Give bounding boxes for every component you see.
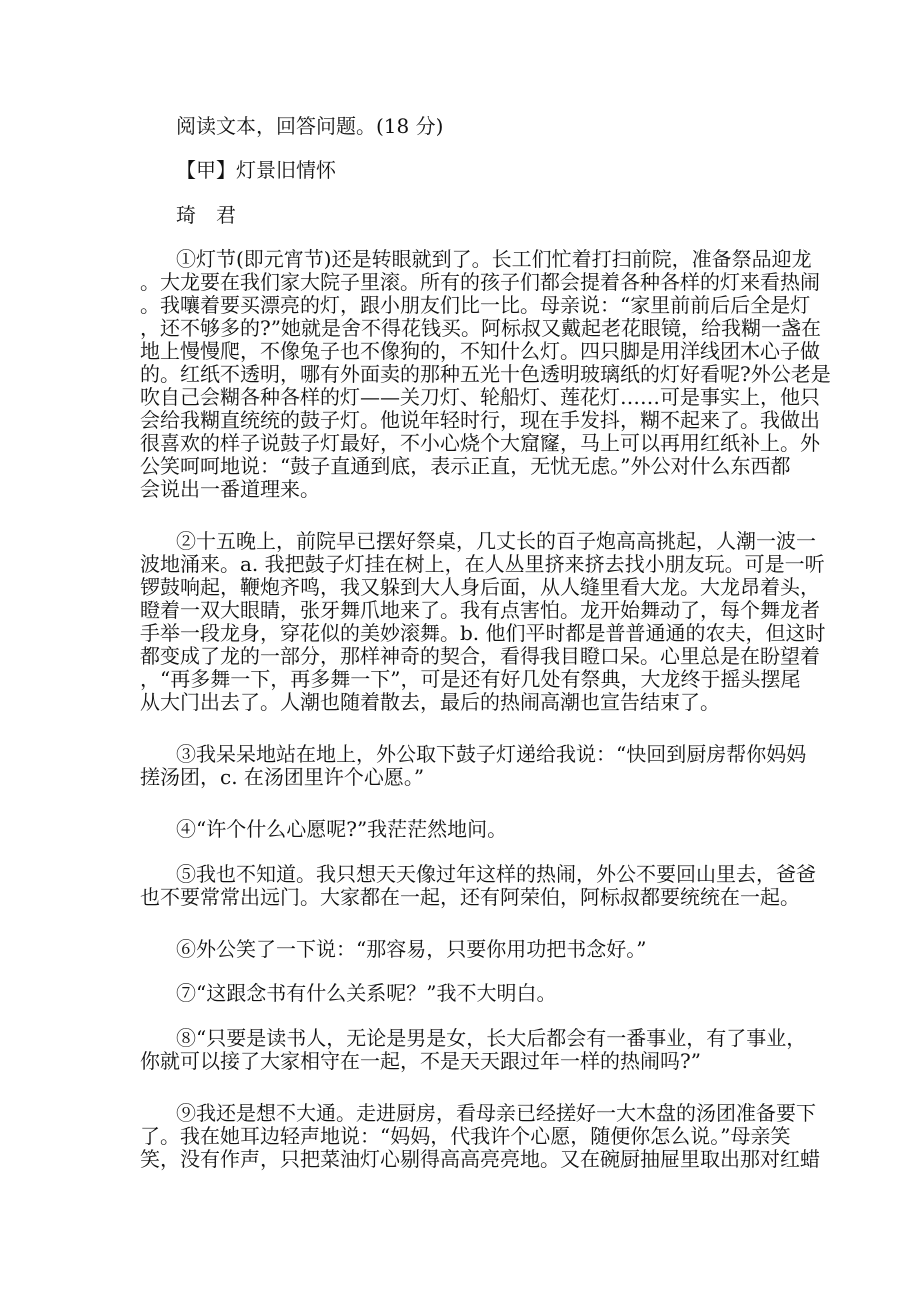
paragraph-3-line: ③我呆呆地站在地上，外公取下鼓子灯递给我说：“快回到厨房帮你妈妈 [176, 742, 807, 766]
paragraph-2-line: 波地涌来。a. 我把鼓子灯挂在树上，在人丛里挤来挤去找小朋友玩。可是一听 [140, 552, 825, 576]
paragraph-3-line: 搓汤团，c. 在汤团里许个心愿。” [140, 765, 425, 789]
paragraph-1-line: 地上慢慢爬，不像兔子也不像狗的，不知什么灯。四只脚是用洋线团木心子做 [140, 339, 820, 363]
paragraph-9-line: 笑，没有作声，只把菜油灯心剔得高高亮亮地。又在碗厨抽屉里取出那对红蜡 [140, 1147, 820, 1171]
paragraph-1-line: 公笑呵呵地说：“鼓子直通到底，表示正直，无忧无虑。”外公对什么东西都 [140, 454, 791, 478]
paragraph-2-line: 手举一段龙身，穿花似的美妙滚舞。b. 他们平时都是普普通通的农夫，但这时 [140, 621, 826, 645]
paragraph-1-line: ①灯节(即元宵节)还是转眼就到了。长工们忙着打扫前院，准备祭品迎龙 [176, 247, 812, 271]
paragraph-2-line: 从大门出去了。人潮也随着散去，最后的热闹高潮也宣告结束了。 [140, 690, 720, 714]
paragraph-2-line: 都变成了龙的一部分，那样神奇的契合，看得我目瞪口呆。心里总是在盼望着 [140, 644, 820, 668]
paragraph-1-line: 。我嚷着要买漂亮的灯，跟小朋友们比一比。母亲说：“家里前前后后全是灯 [140, 293, 811, 317]
paragraph-1-line: 的。红纸不透明，哪有外面卖的那种五光十色透明玻璃纸的灯好看呢?外公老是 [140, 362, 831, 386]
paragraph-2-line: ，“再多舞一下，再多舞一下”，可是还有好几处有祭典，大龙终于摇头摆尾 [140, 667, 801, 691]
paragraph-5-line: ⑤我也不知道。我只想天天像过年这样的热闹，外公不要回山里去，爸爸 [176, 862, 816, 886]
paragraph-9-line: ⑨我还是想不大通。走进厨房，看母亲已经搓好一大木盘的汤团准备要下 [176, 1101, 816, 1125]
author-name: 琦 君 [176, 203, 236, 227]
paragraph-4-line: ④“许个什么心愿呢?”我茫茫然地问。 [176, 817, 508, 841]
paragraph-2-line: ②十五晚上，前院早已摆好祭桌，几丈长的百子炮高高挑起，人潮一波一 [176, 529, 816, 553]
instruction-heading: 阅读文本，回答问题。(18 分) [176, 114, 444, 138]
paragraph-1-line: 。大龙要在我们家大院子里滚。所有的孩子们都会提着各种各样的灯来看热闹 [140, 270, 820, 294]
paragraph-7-line: ⑦“这跟念书有什么关系呢？”我不大明白。 [176, 981, 557, 1005]
paragraph-6-line: ⑥外公笑了一下说：“那容易，只要你用功把书念好。” [176, 937, 647, 961]
section-title: 【甲】灯景旧情怀 [176, 158, 336, 182]
paragraph-1-line: 会说出一番道理来。 [140, 477, 320, 501]
paragraph-1-line: 很喜欢的样子说鼓子灯最好，不小心烧个大窟窿，马上可以再用红纸补上。外 [140, 431, 820, 455]
paragraph-8-line: ⑧“只要是读书人，无论是男是女，长大后都会有一番事业，有了事业， [176, 1026, 807, 1050]
paragraph-1-line: ，还不够多的?”她就是舍不得花钱买。阿标叔又戴起老花眼镜，给我糊一盏在 [140, 316, 821, 340]
paragraph-2-line: 瞪着一双大眼睛，张牙舞爪地来了。我有点害怕。龙开始舞动了，每个舞龙者 [140, 598, 820, 622]
paragraph-1-line: 会给我糊直统统的鼓子灯。他说年轻时行，现在手发抖，糊不起来了。我做出 [140, 408, 820, 432]
paragraph-9-line: 了。我在她耳边轻声地说：“妈妈，代我许个心愿，随便你怎么说。”母亲笑 [140, 1124, 791, 1148]
paragraph-2-line: 锣鼓响起，鞭炮齐鸣，我又躲到大人身后面，从人缝里看大龙。大龙昂着头， [140, 575, 820, 599]
paragraph-5-line: 也不要常常出远门。大家都在一起，还有阿荣伯，阿标叔都要统统在一起。 [140, 885, 800, 909]
paragraph-1-line: 吹自己会糊各种各样的灯——关刀灯、轮船灯、莲花灯……可是事实上，他只 [140, 385, 820, 409]
paragraph-8-line: 你就可以接了大家相守在一起，不是天天跟过年一样的热闹吗?” [140, 1049, 701, 1073]
